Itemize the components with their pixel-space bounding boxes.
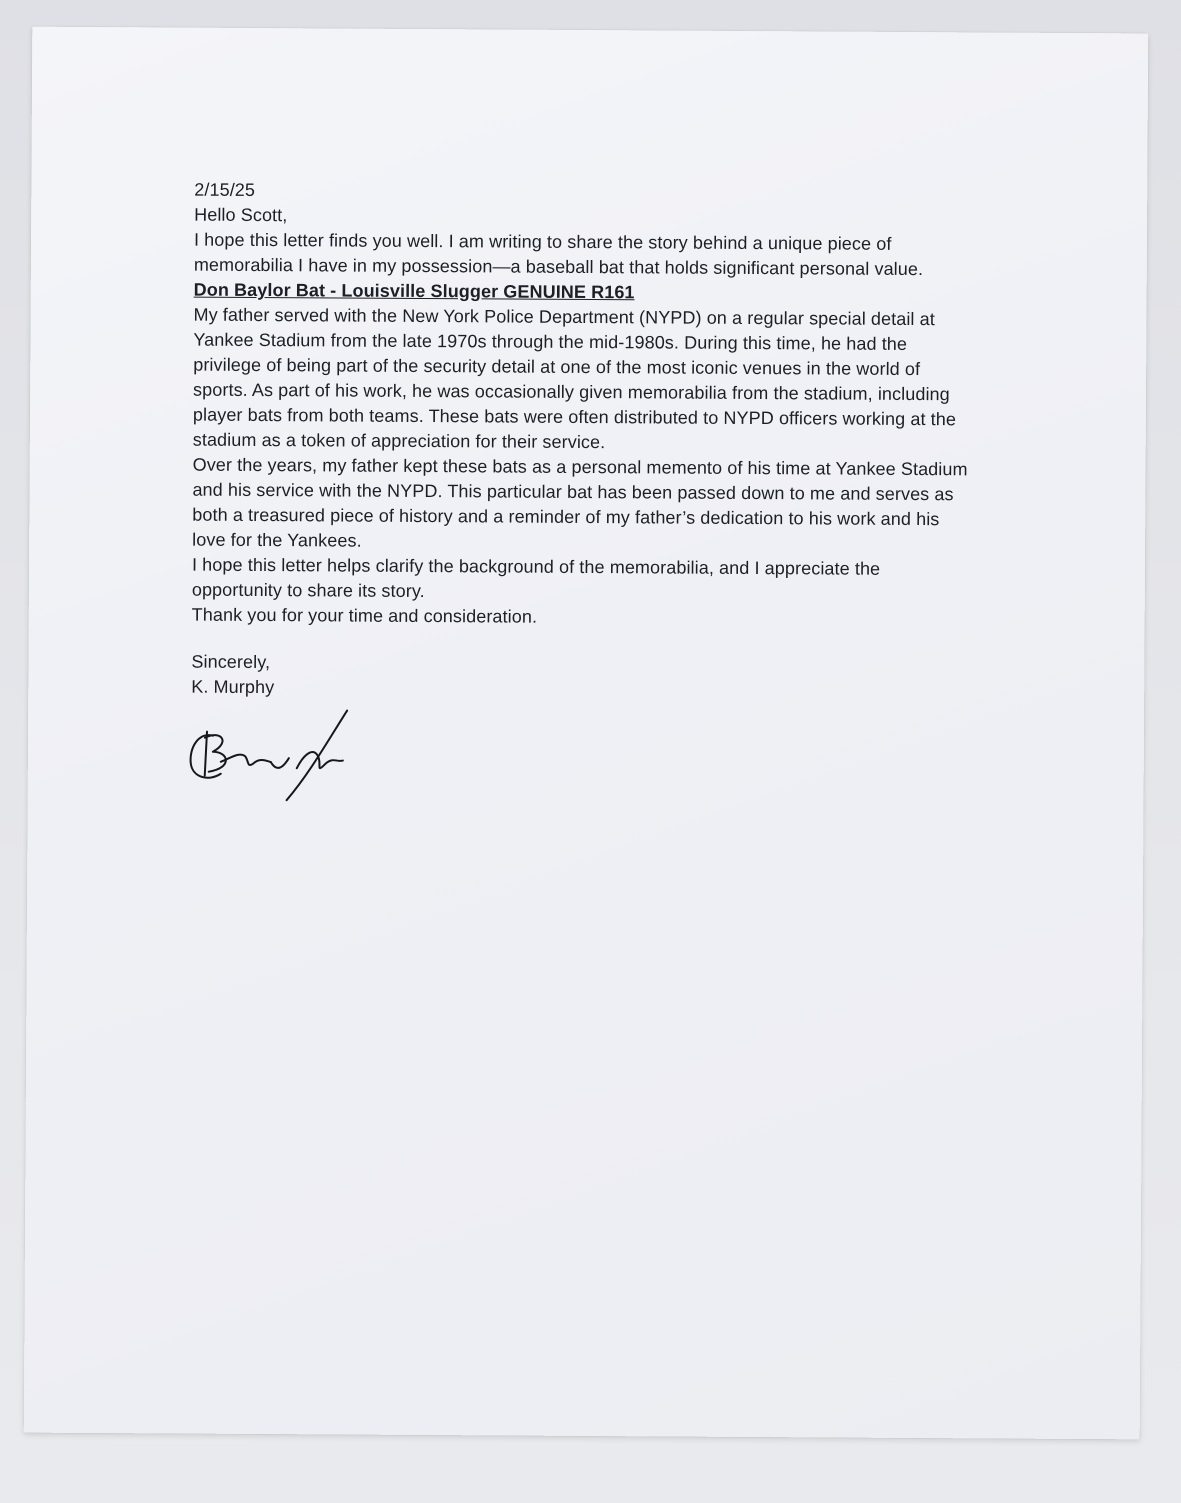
letter-date: 2/15/25 — [194, 179, 256, 200]
clarify-line: opportunity to share its story. — [191, 579, 425, 602]
memento-line: both a treasured piece of history and a reminder of my father’s dedication to his work and his — [192, 504, 940, 530]
story-line: Yankee Stadium from the late 1970s through the mid-1980s. During this time, he had the — [193, 329, 908, 354]
letter-greeting: Hello Scott, — [194, 204, 288, 226]
intro-line: I hope this letter finds you well. I am writing to share the story behind a unique piece of — [193, 229, 892, 254]
signature-icon — [187, 702, 368, 803]
story-line: sports. As part of his work, he was occasionally given memorabilia from the stadium, including — [193, 379, 950, 405]
memento-line: love for the Yankees. — [192, 529, 362, 551]
memento-paragraph — [192, 453, 1073, 558]
intro-line: memorabilia I have in my possession—a baseball bat that holds significant personal value. — [193, 254, 924, 280]
item-heading: Don Baylor Bat - Louisville Slugger GENUINE R161 — [193, 279, 635, 303]
letter-paper — [24, 27, 1149, 1440]
story-line: My father served with the New York Police Department (NYPD) on a regular special detail at — [193, 304, 935, 330]
clarify-line: I hope this letter helps clarify the background of the memorabilia, and I appreciate the — [191, 554, 881, 579]
story-line: privilege of being part of the security detail at one of the most iconic venues in the world of — [193, 354, 921, 380]
intro-paragraph — [194, 228, 1074, 283]
closing-block — [191, 650, 1072, 807]
story-paragraph — [193, 303, 1074, 458]
story-line: player bats from both teams. These bats were often distributed to NYPD officers working at the — [192, 404, 957, 430]
signer-name: K. Murphy — [191, 676, 275, 698]
letter-body — [191, 178, 1075, 807]
clarify-paragraph — [192, 553, 1072, 608]
closing-text: Sincerely, — [191, 651, 271, 673]
story-line: stadium as a token of appreciation for their service. — [192, 429, 606, 453]
thanks-paragraph: Thank you for your time and consideration. — [191, 604, 538, 627]
memento-line: Over the years, my father kept these bats as a personal memento of his time at Yankee Stadium — [192, 454, 968, 480]
memento-line: and his service with the NYPD. This particular bat has been passed down to me and serves as — [192, 479, 954, 505]
